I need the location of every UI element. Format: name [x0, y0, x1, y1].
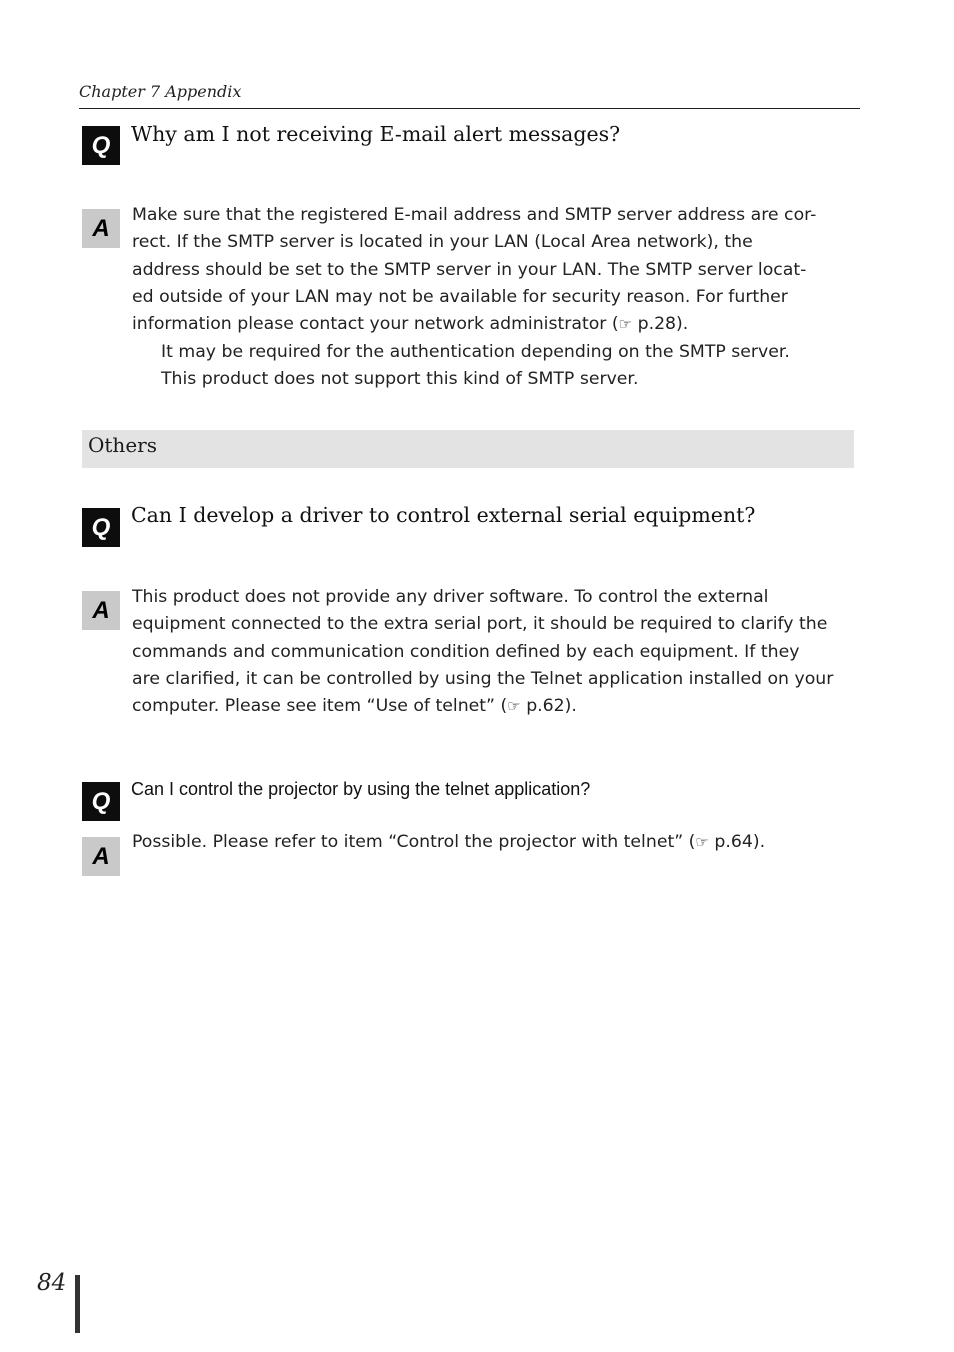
- answer-1: [132, 202, 857, 338]
- section-title: Others: [88, 433, 157, 457]
- answer-3: [132, 829, 857, 856]
- answer-2-line: [132, 693, 857, 720]
- answer-badge-3: A: [82, 837, 120, 876]
- page-reference: p.62).: [520, 696, 577, 717]
- answer-2: [132, 584, 857, 720]
- question-2: Can I develop a driver to control external serial equipment?: [131, 503, 756, 527]
- answer-3-text: Possible. Please refer to item “Control the projector with telnet” (: [132, 832, 696, 852]
- reference-hand-icon: ☞: [695, 833, 709, 851]
- page-reference: p.28).: [632, 314, 689, 335]
- answer-2-line: This product does not provide any driver software. To control the external: [132, 587, 769, 607]
- answer-1-line: ed outside of your LAN may not be available for security reason. For further: [132, 286, 788, 307]
- reference-hand-icon: ☞: [507, 697, 521, 716]
- page-reference: p.64).: [708, 832, 766, 852]
- question-badge-3: Q: [82, 782, 120, 821]
- question-1: Why am I not receiving E-mail alert messages?: [131, 122, 621, 146]
- answer-1-line: [132, 311, 857, 338]
- answer-1-note: [161, 339, 857, 394]
- question-badge-2: Q: [82, 508, 120, 547]
- chapter-label: Chapter 7 Appendix: [79, 82, 242, 101]
- section-header: [82, 430, 854, 468]
- answer-1-text: information please contact your network administrator (: [132, 314, 619, 335]
- answer-2-line: equipment connected to the extra serial port, it should be required to clarify the: [132, 614, 828, 635]
- answer-1-line: rect. If the SMTP server is located in your LAN (Local Area network), the: [132, 232, 753, 253]
- page-header: [79, 80, 860, 109]
- reference-hand-icon: ☞: [618, 315, 633, 334]
- question-badge-1: Q: [82, 126, 120, 165]
- answer-2-text: computer. Please see item “Use of telnet” (: [132, 696, 508, 717]
- answer-badge-1: A: [82, 209, 120, 248]
- page-number-rule: [75, 1275, 80, 1333]
- answer-1-line: address should be set to the SMTP server in your LAN. The SMTP server locat-: [132, 259, 807, 280]
- answer-1-line: Make sure that the registered E-mail address and SMTP server address are cor-: [132, 205, 817, 225]
- note-line: It may be required for the authentication depending on the SMTP server.: [161, 342, 790, 362]
- note-line: This product does not support this kind of SMTP server.: [161, 369, 639, 390]
- question-3: Can I control the projector by using the telnet application?: [131, 779, 591, 799]
- page-number: 84: [37, 1270, 67, 1296]
- answer-2-line: are clarified, it can be controlled by using the Telnet application installed on your: [132, 668, 834, 689]
- answer-2-line: commands and communication condition defined by each equipment. If they: [132, 641, 800, 662]
- answer-badge-2: A: [82, 591, 120, 630]
